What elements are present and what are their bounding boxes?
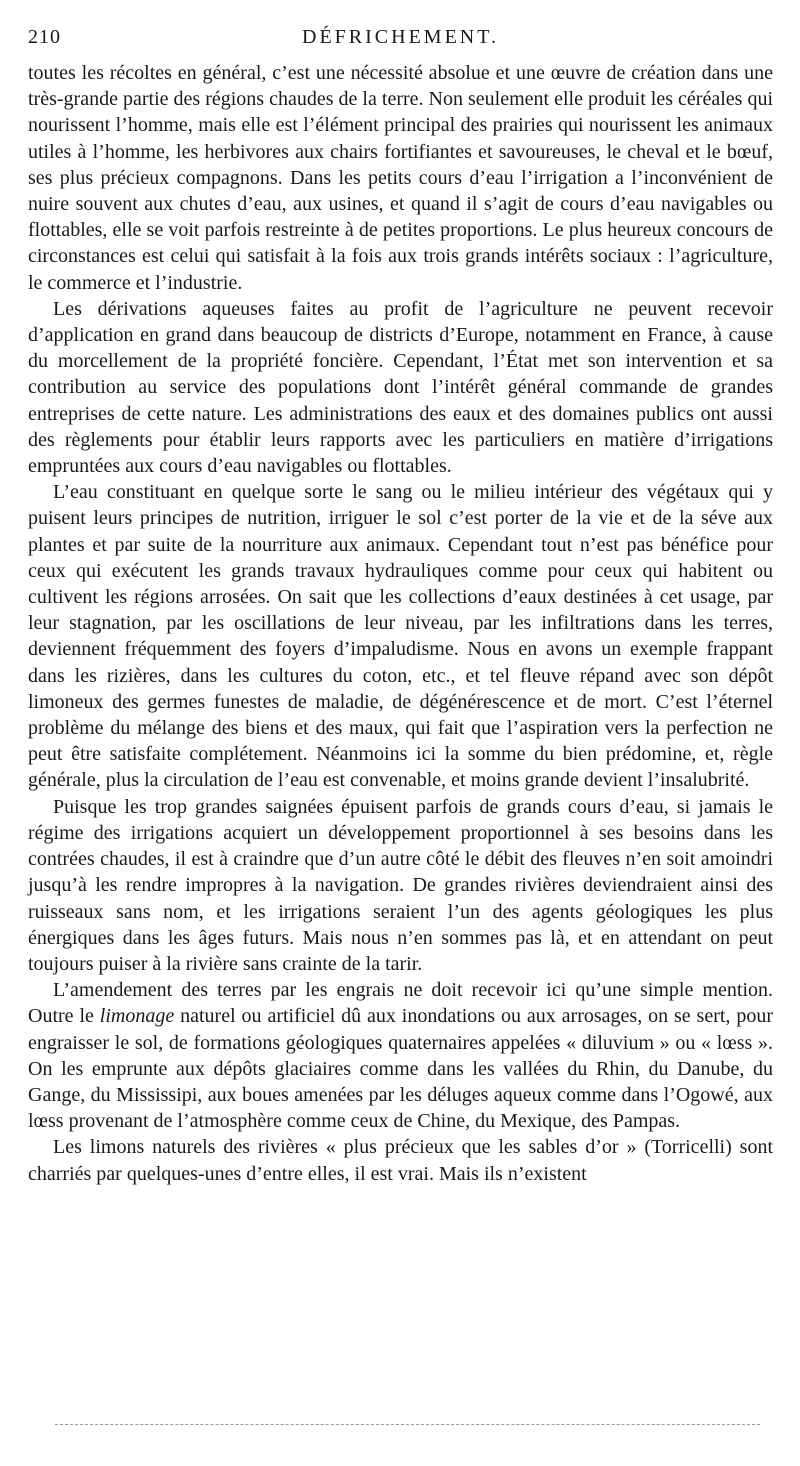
italic-term: limonage <box>99 1005 175 1028</box>
paragraph: Les dérivations aqueuses faites au profit de l’agriculture ne peuvent recevoir d’application en grand dans beaucoup de districts d’Europe, notamment en France, à cause du morcellement de la propriété foncière. Cependant, l’État met son intervention et sa contribution au service des populations dont l’intérêt général commande de grandes entreprises de cette nature. Les administrations des eaux et des domaines publics ont aussi des règlements pour établir leurs rapports avec les particuliers en matière d’irrigations empruntées aux cours d’eau navigables ou flottables. <box>28 297 773 478</box>
paragraph: L’eau constituant en quelque sorte le sang ou le milieu intérieur des végétaux qui y puisent leurs principes de nutrition, irriguer le sol c’est porter de la vie et de la séve aux plantes et par suite de la nourriture aux animaux. Cependant tout n’est pas bénéfice pour ceux qui exécutent les grands travaux hydrauliques comme pour ceux qui habitent ou cultivent les régions arrosées. On sait que les collections d’eaux destinées à cet usage, par leur stagnation, par les oscillations de leur niveau, par les infiltrations dans les terres, deviennent fréquemment des foyers d’impaludisme. Nous en avons un exemple frappant dans les rizières, dans les cultures du coton, etc., et tel fleuve répand avec son dépôt limoneux des germes funestes de maladie, de dégénérescence et de mort. C’est l’éternel problème du mélange des biens et des maux, qui fait que l’aspiration vers la perfection ne peut être satisfaite complétement. Néanmoins ici la somme du bien prédomine, et, règle générale, plus la circulation de l’eau est convenable, et moins grande devient l’insalubrité. <box>28 481 773 792</box>
body-text <box>28 60 773 1187</box>
paragraph: L’amendement des terres par les engrais ne doit recevoir ici qu’une simple mention. Outre le limonage naturel ou artificiel dû aux inondations ou aux arrosages, on se sert, pour engraisser le sol, de formations géologiques quaternaires appelées « diluvium » ou « lœss ». On les emprunte aux dépôts glaciaires comme dans les vallées du Rhin, du Danube, du Gange, du Mississipi, aux boues amenées par les déluges aqueux comme dans l’Ogowé, aux lœss provenant de l’atmosphère comme ceux de Chine, du Mexique, des Pampas. <box>28 979 773 1133</box>
paragraph: Puisque les trop grandes saignées épuisent parfois de grands cours d’eau, si jamais le régime des irrigations acquiert un développement proportionnel à ses besoins dans les contrées chaudes, il est à craindre que d’un autre côté le débit des fleuves n’en soit amoindri jusqu’à les rendre impropres à la navigation. De grandes rivières deviendraient ainsi des ruisseaux sans nom, et les irrigations seraient l’un des agents géologiques les plus énergiques dans les âges futurs. Mais nous n’en sommes pas là, et en attendant on peut toujours puiser à la rivière sans crainte de la tarir. <box>28 795 773 975</box>
paragraph: Les limons naturels des rivières « plus précieux que les sables d’or » (Torricelli) sont charriés par quelques-unes d’entre elles, il est vrai. Mais ils n’existent <box>28 1136 773 1185</box>
page-header <box>28 26 773 56</box>
footer-rule <box>55 1424 760 1425</box>
running-title: DÉFRICHEMENT. <box>302 26 499 48</box>
page-number: 210 <box>28 26 61 48</box>
paragraph: toutes les récoltes en général, c’est une nécessité absolue et une œuvre de création dans une très-grande partie des régions chaudes de la terre. Non seulement elle produit les céréales qui nourissent l’homme, mais elle est l’élément principal des prairies qui nourissent les animaux utiles à l’homme, les herbivores aux chairs fortifiantes et savoureuses, le cheval et le bœuf, ses plus précieux compagnons. Dans les petits cours d’eau l’irrigation a l’inconvénient de nuire souvent aux chutes d’eau, aux usines, et quand il s’agit de cours d’eau navigables ou flottables, elle se voit parfois restreinte à de petites proportions. Le plus heureux concours de circonstances est celui qui satisfait à la fois aux trois grands intérêts sociaux : l’agriculture, le commerce et l’industrie. <box>28 62 773 294</box>
book-page <box>28 26 773 1187</box>
